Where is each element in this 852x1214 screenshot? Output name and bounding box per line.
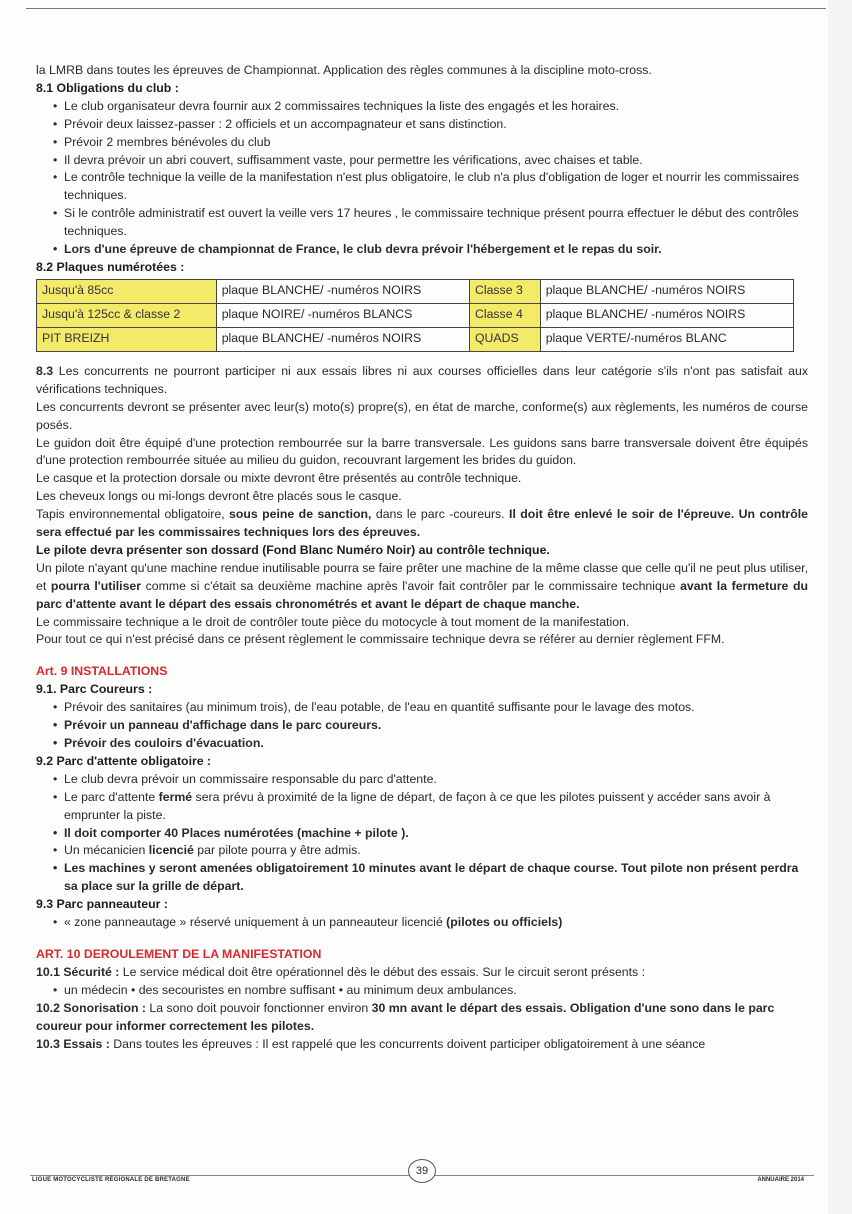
section-number: 8.3 <box>36 363 54 378</box>
bold-text: Il doit être enlevé le soir de l'épreuve. Un contrôle sera effectué par les commissaires techniques lors des épreuves. <box>36 507 808 540</box>
paragraph-text: Le service médical doit être opérationnel dès le début des essais. Sur le circuit seront présents : <box>119 964 646 979</box>
article-9-heading: Art. 9 INSTALLATIONS <box>36 664 168 679</box>
list-item: • Prévoir un panneau d'affichage dans le parc coureurs. <box>64 717 808 735</box>
table-cell: plaque BLANCHE/ -numéros NOIRS <box>540 303 793 327</box>
bold-text: licencié <box>148 843 194 858</box>
table-cell: plaque BLANCHE/ -numéros NOIRS <box>540 279 793 303</box>
table-cell: Classe 4 <box>469 303 540 327</box>
list-item <box>64 789 808 825</box>
footer-yearbook: ANNUAIRE 2014 <box>757 1177 804 1183</box>
table-cell: plaque NOIRE/ -numéros BLANCS <box>216 303 469 327</box>
heading-9-1: 9.1. Parc Coureurs : <box>36 682 153 697</box>
list-item: • Lors d'une épreuve de championnat de France, le club devra prévoir l'hébergement et le repas du soir. <box>64 241 808 259</box>
paragraph-text: La sono doit pouvoir fonctionner environ <box>146 1000 372 1015</box>
paragraph: Pour tout ce qui n'est précisé dans ce présent règlement le commissaire technique devra se référer au dernier règlement FFM. <box>36 632 725 647</box>
paragraph <box>36 964 808 982</box>
paragraph <box>36 363 808 399</box>
page-number: 39 <box>408 1159 436 1183</box>
paragraph: Le casque et la protection dorsale ou mixte devront être présentés au contrôle technique. <box>36 471 522 486</box>
item-text: Le parc d'attente <box>64 789 159 804</box>
table-cell: Jusqu'à 85cc <box>37 279 217 303</box>
paragraph-text: Tapis environnemental obligatoire, <box>36 507 230 522</box>
list-item <box>64 842 808 860</box>
list-item: • Il doit comporter 40 Places numérotées (machine + pilote ). <box>64 825 808 843</box>
paragraph: Le pilote devra présenter son dossard (Fond Blanc Numéro Noir) au contrôle technique. <box>36 542 550 557</box>
article-10-heading: ART. 10 DEROULEMENT DE LA MANIFESTATION <box>36 946 322 961</box>
paragraph <box>36 560 808 614</box>
paragraph: Le guidon doit être équipé d'une protection rembourrée sur la barre transversale. Les guidons sans barre transversale doivent être équipés d'une protection rembourrée située au milieu du guidon, recouvrant largement les brides du guidon. <box>36 435 808 468</box>
paragraph-text: comme si c'était sa deuxième machine après l'avoir fait contrôler par le commissaire technique <box>141 578 681 593</box>
item-text: « zone panneautage » réservé uniquement à un panneauteur licencié <box>64 915 447 930</box>
intro-line: la LMRB dans toutes les épreuves de Championnat. Application des règles communes à la discipline moto-cross. <box>36 63 652 77</box>
bold-text: 30 mn avant le départ des essais. Obligation d'une sono dans le parc coureur pour informer correctement les pilotes. <box>36 1000 775 1033</box>
paragraph-text: Un pilote n'ayant qu'une machine rendue inutilisable pourra se faire prêter une machine de la même classe que celle qu'il ne peut plus utiliser, et <box>36 560 808 593</box>
table-cell: Jusqu'à 125cc & classe 2 <box>37 303 217 327</box>
list-item: • Prévoir deux laissez-passer : 2 officiels et un accompagnateur et sans distinction. <box>64 116 808 134</box>
bold-text: sous peine de sanction, <box>229 507 372 522</box>
paragraph: Les concurrents devront se présenter avec leur(s) moto(s) propre(s), en état de marche, conforme(s) aux règlements, les numéros de course posés. <box>36 399 808 432</box>
table-row <box>37 303 794 327</box>
item-text: sera prévu à proximité de la ligne de départ, de façon à ce que les pilotes puissent y accéder sans avoir à emprunter la piste. <box>64 789 771 822</box>
bold-text: (pilotes ou officiels) <box>446 915 563 930</box>
item-text: Un mécanicien <box>64 843 149 858</box>
footer-organization: LIGUE MOTOCYCLISTE RÉGIONALE DE BRETAGNE <box>32 1177 190 1183</box>
list-9-3 <box>36 914 808 932</box>
paragraph-text: dans le parc -coureurs. <box>371 507 510 522</box>
paragraph: Les cheveux longs ou mi-longs devront être placés sous le casque. <box>36 489 402 504</box>
table-row <box>37 279 794 303</box>
top-rule <box>26 8 826 9</box>
bold-text: 10.2 Sonorisation : <box>36 1000 147 1015</box>
paragraph: Le commissaire technique a le droit de contrôler toute pièce du motocycle à tout moment de la manifestation. <box>36 614 630 629</box>
item-text: par pilote pourra y être admis. <box>193 843 361 858</box>
page-content <box>36 62 808 1053</box>
list-item: • Prévoir des sanitaires (au minimum trois), de l'eau potable, de l'eau en quantité suffisante pour le lavage des motos. <box>64 699 808 717</box>
list-item: • Le club organisateur devra fournir aux 2 commissaires techniques la liste des engagés et les horaires. <box>64 98 808 116</box>
bold-text: fermé <box>158 789 193 804</box>
list-item: • Le contrôle technique la veille de la manifestation n'est plus obligatoire, le club n'a plus d'obligation de loger et nourrir les commissaires techniques. <box>64 169 808 205</box>
heading-8-1: 8.1 Obligations du club : <box>36 80 179 95</box>
list-item: • Il devra prévoir un abri couvert, suffisamment vaste, pour permettre les vérifications, avec chaises et table. <box>64 152 808 170</box>
page-edge <box>828 0 852 1214</box>
table-cell: Classe 3 <box>469 279 540 303</box>
bold-text: 10.3 Essais : <box>36 1036 110 1051</box>
plates-table <box>36 279 794 352</box>
section-8-3 <box>36 363 808 650</box>
heading-8-2: 8.2 Plaques numérotées : <box>36 259 185 274</box>
list-item: • Le club devra prévoir un commissaire responsable du parc d'attente. <box>64 771 808 789</box>
table-cell: QUADS <box>469 327 540 351</box>
table-row <box>37 327 794 351</box>
paragraph <box>36 506 808 542</box>
list-item: • Les machines y seront amenées obligatoirement 10 minutes avant le départ de chaque course. Tout pilote non présent perdra sa place sur la grille de départ. <box>64 860 808 896</box>
list-item: • un médecin • des secouristes en nombre suffisant • au minimum deux ambulances. <box>64 982 808 1000</box>
paragraph-text: Dans toutes les épreuves : Il est rappelé que les concurrents doivent participer obligatoirement à une séance <box>109 1036 706 1051</box>
list-item <box>64 914 808 932</box>
table-cell: PIT BREIZH <box>37 327 217 351</box>
heading-9-2: 9.2 Parc d'attente obligatoire : <box>36 753 212 768</box>
table-cell: plaque BLANCHE/ -numéros NOIRS <box>216 279 469 303</box>
list-8-1 <box>36 98 808 259</box>
list-item: • Prévoir des couloirs d'évacuation. <box>64 735 808 753</box>
list-9-2 <box>36 771 808 896</box>
paragraph-text: Les concurrents ne pourront participer ni aux essais libres ni aux courses officielles dans leur catégorie s'ils n'ont pas satisfait aux vérifications techniques. <box>36 363 809 396</box>
paragraph <box>36 1036 808 1054</box>
list-item: • Si le contrôle administratif est ouvert la veille vers 17 heures , le commissaire technique présent pourra effectuer le début des contrôles techniques. <box>64 205 808 241</box>
table-cell: plaque BLANCHE/ -numéros NOIRS <box>216 327 469 351</box>
bold-text: 10.1 Sécurité : <box>36 964 120 979</box>
list-10-1 <box>36 982 808 1000</box>
list-item: • Prévoir 2 membres bénévoles du club <box>64 134 808 152</box>
heading-9-3: 9.3 Parc panneauteur : <box>36 897 168 912</box>
table-cell: plaque VERTE/-numéros BLANC <box>540 327 793 351</box>
bold-text: pourra l'utiliser <box>50 578 142 593</box>
paragraph <box>36 1000 808 1036</box>
list-9-1 <box>36 699 808 753</box>
bold-text: avant la fermeture du parc d'attente avant le départ des essais chronométrés et avant le départ de chaque manche. <box>36 578 808 611</box>
